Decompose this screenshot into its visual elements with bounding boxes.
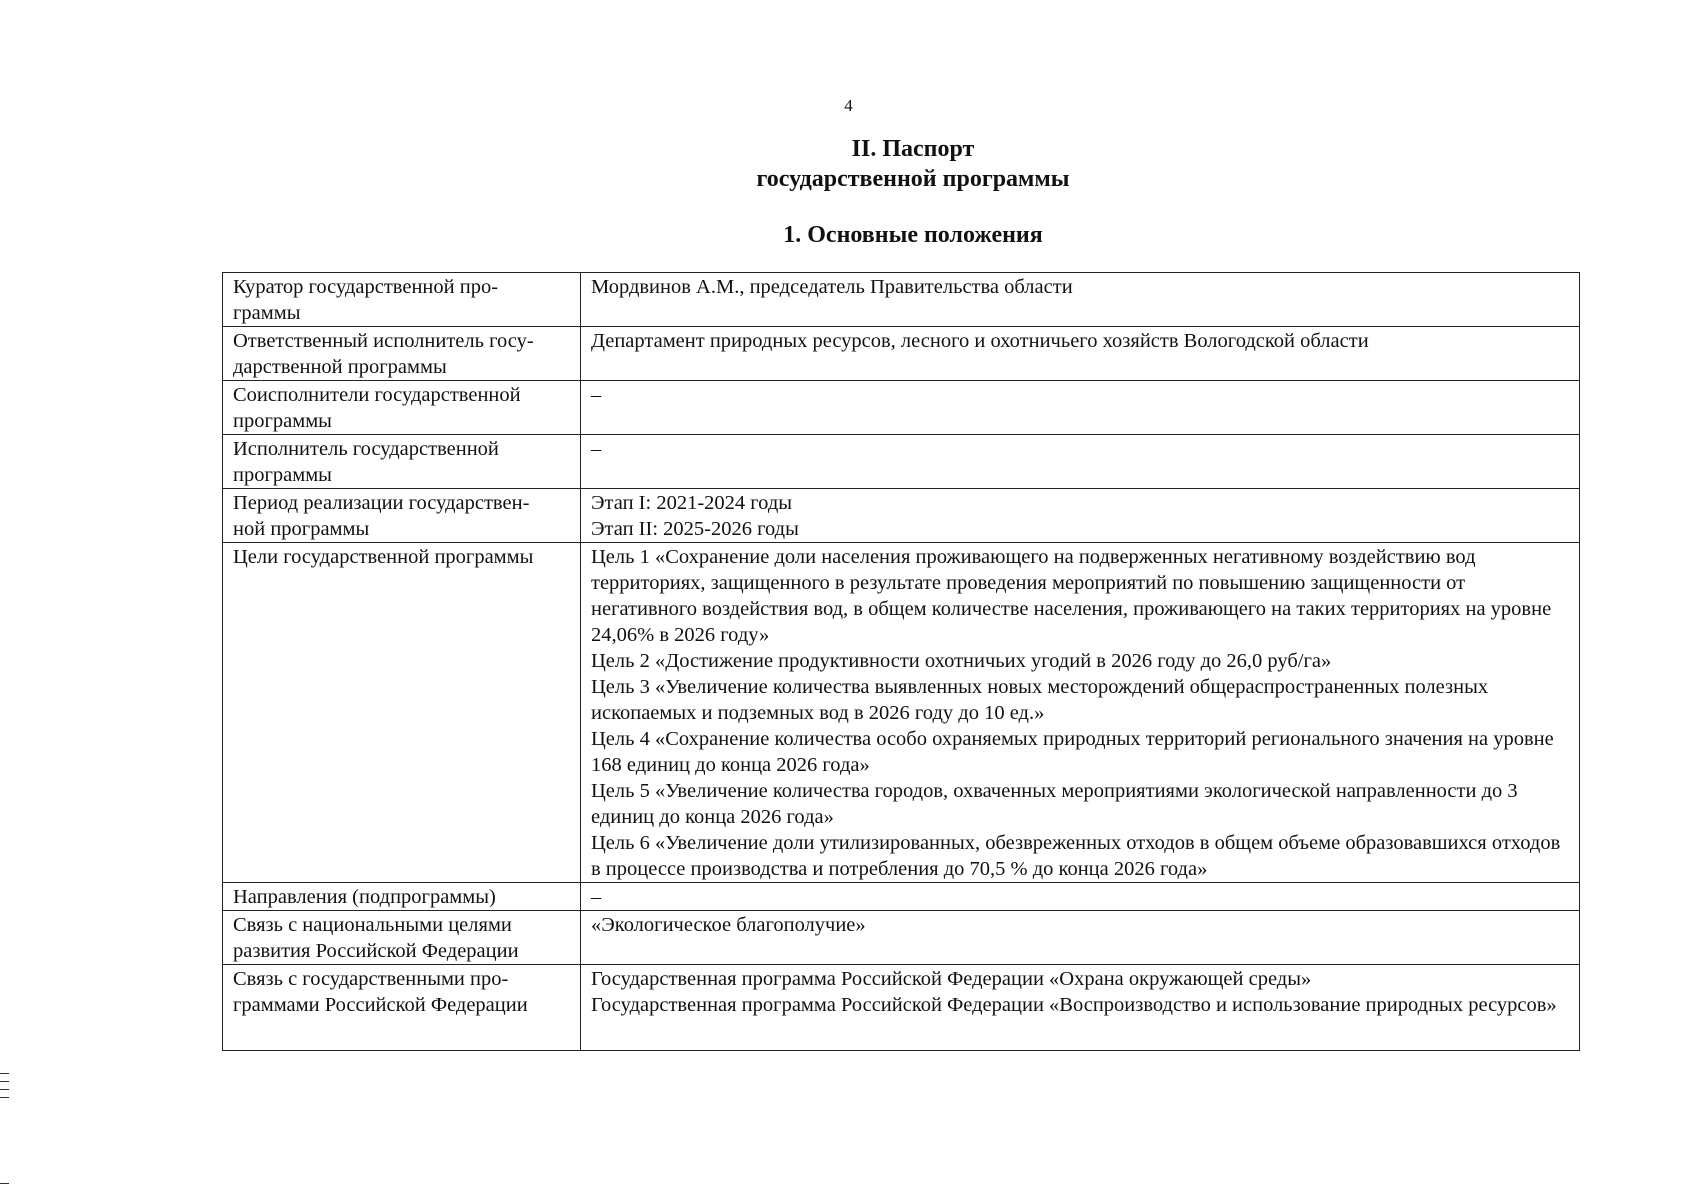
period-stage-1: Этап I: 2021-2024 годы [591, 492, 793, 514]
scan-edge-mark [0, 1183, 9, 1184]
federal-program-2: Государственная программа Российской Федерации «Воспроизводство и использование природных ресурсов» [591, 994, 1557, 1016]
row-label-federal-programs: Связь с государственными про- граммами Российской Федерации [223, 965, 581, 1051]
row-value-directions: – [581, 883, 1580, 911]
row-value-federal-programs [581, 965, 1580, 1051]
row-value-executor: – [581, 435, 1580, 489]
scan-edge-mark [0, 1073, 9, 1074]
section-title [0, 134, 1697, 194]
goal-2: Цель 2 «Достижение продуктивности охотничьих угодий в 2026 году до 26,0 руб/га» [591, 650, 1332, 672]
subsection-title: 1. Основные положения [783, 222, 1043, 248]
row-value-goals [581, 543, 1580, 883]
table-row [223, 435, 1580, 489]
table-row [223, 273, 1580, 327]
scan-edge-mark [0, 1097, 9, 1098]
row-value-national-goals: «Экологическое благополучие» [581, 911, 1580, 965]
scan-edge-mark [0, 1089, 9, 1090]
table-row [223, 911, 1580, 965]
page-number: 4 [844, 96, 853, 115]
goal-3: Цель 3 «Увеличение количества выявленных новых месторождений общераспространенных полезных ископаемых и подземных вод в 2026 году до 10 ед.» [591, 676, 1489, 724]
row-value-period [581, 489, 1580, 543]
table-row [223, 489, 1580, 543]
row-label-curator: Куратор государственной про- граммы [223, 273, 581, 327]
federal-program-1: Государственная программа Российской Федерации «Охрана окружающей среды» [591, 968, 1312, 990]
goal-5: Цель 5 «Увеличение количества городов, охваченных мероприятиями экологической направленности до 3 единиц до конца 2026 года» [591, 780, 1518, 828]
period-stage-2: Этап II: 2025-2026 годы [591, 518, 799, 540]
row-label-executor: Исполнитель государственной программы [223, 435, 581, 489]
row-value-curator: Мордвинов А.М., председатель Правительства области [581, 273, 1580, 327]
table-row [223, 543, 1580, 883]
row-label-national-goals: Связь с национальными целями развития Российской Федерации [223, 911, 581, 965]
table-row [223, 965, 1580, 1051]
table-row [223, 327, 1580, 381]
table-row [223, 381, 1580, 435]
row-label-period: Период реализации государствен- ной программы [223, 489, 581, 543]
table-row [223, 883, 1580, 911]
passport-table [222, 272, 1580, 1051]
goal-1: Цель 1 «Сохранение доли населения проживающего на подверженных негативному воздействию вод территориях, защищенного в результате проведения мероприятий по повышению защищенности от негативного воздействия вод, в общем количестве населения, проживающего на таких территориях на уровне 24,06% в 2026 году» [591, 546, 1552, 646]
row-value-responsible-executor: Департамент природных ресурсов, лесного и охотничьего хозяйств Вологодской области [581, 327, 1580, 381]
row-label-responsible-executor: Ответственный исполнитель госу- дарственной программы [223, 327, 581, 381]
row-label-co-executors: Соисполнители государственной программы [223, 381, 581, 435]
section-title-line-2: государственной программы [756, 166, 1070, 192]
goal-4: Цель 4 «Сохранение количества особо охраняемых природных территорий регионального значения на уровне 168 единиц до конца 2026 года» [591, 728, 1554, 776]
section-title-line-1: II. Паспорт [851, 136, 975, 162]
scan-edge-mark [0, 1081, 9, 1082]
row-value-co-executors: – [581, 381, 1580, 435]
row-label-goals: Цели государственной программы [223, 543, 581, 883]
goal-6: Цель 6 «Увеличение доли утилизированных, обезвреженных отходов в общем объеме образовавшихся отходов в процессе производства и потребления до 70,5 % до конца 2026 года» [591, 832, 1561, 880]
row-label-directions: Направления (подпрограммы) [223, 883, 581, 911]
